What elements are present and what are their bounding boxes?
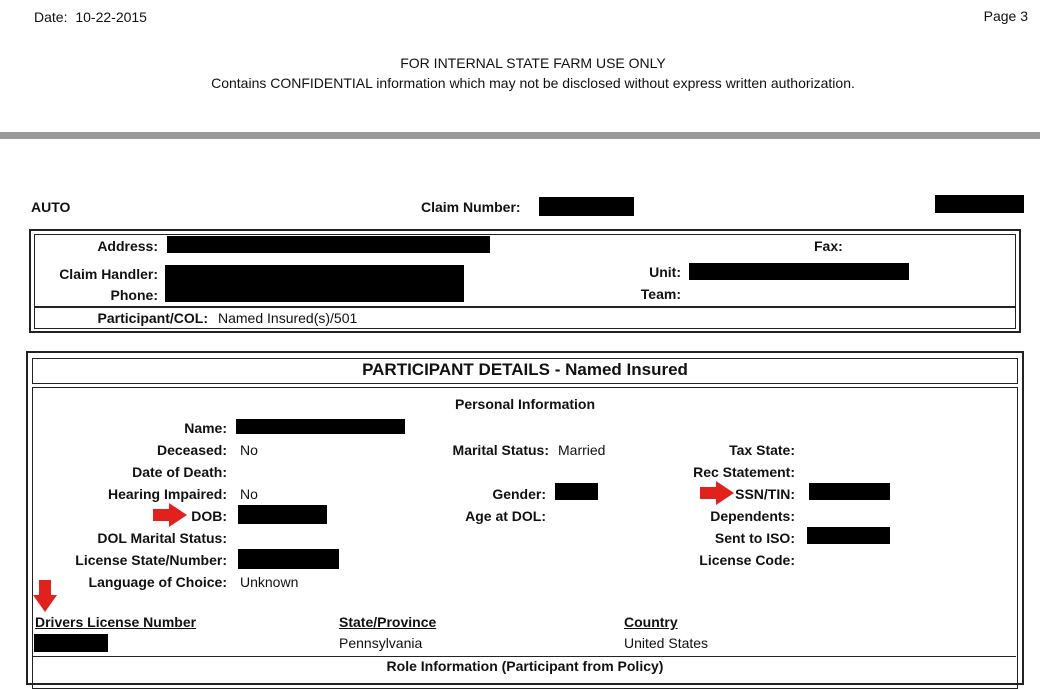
- address-redaction: [167, 236, 490, 253]
- confidential-notice: Contains CONFIDENTIAL information which may not be disclosed without express written authorization.: [211, 75, 855, 91]
- country-column-header: Country: [624, 614, 678, 630]
- sent-to-iso-label: Sent to ISO:: [714, 530, 795, 546]
- arrow-right-icon: [153, 503, 187, 527]
- dependents-label: Dependents:: [710, 508, 795, 524]
- country-value: United States: [624, 635, 709, 651]
- date-label: Date:: [34, 9, 68, 25]
- arrow-down-icon: [33, 580, 57, 612]
- tax-state-label: Tax State:: [729, 442, 795, 458]
- claim-number-redaction: [539, 197, 634, 216]
- gender-label: Gender:: [492, 486, 546, 502]
- language-of-choice-value: Unknown: [240, 574, 299, 590]
- claim-type: AUTO: [31, 199, 71, 215]
- dol-marital-status-label: DOL Marital Status:: [97, 530, 227, 546]
- unit-label: Unit:: [649, 264, 681, 280]
- participant-col-label: Participant/COL:: [97, 310, 208, 326]
- claim-handler-redaction: [165, 265, 464, 302]
- participant-details-title: PARTICIPANT DETAILS - Named Insured: [362, 360, 688, 379]
- license-state-number-label: License State/Number:: [75, 552, 227, 568]
- participant-col-value: Named Insured(s)/501: [218, 310, 358, 326]
- hearing-impaired-label: Hearing Impaired:: [107, 486, 227, 502]
- dob-label: DOB:: [191, 508, 227, 524]
- dl-number-redaction: [34, 634, 108, 652]
- date-line: [34, 9, 147, 25]
- role-info-divider: [32, 656, 1016, 657]
- marital-status-value: Married: [558, 442, 606, 458]
- rec-statement-label: Rec Statement:: [693, 464, 795, 480]
- dob-redaction: [238, 505, 327, 524]
- header-rule: [0, 132, 1040, 139]
- name-label: Name:: [184, 420, 227, 436]
- team-label: Team:: [640, 286, 681, 302]
- personal-info-heading: Personal Information: [454, 396, 596, 412]
- license-redaction: [238, 549, 339, 569]
- role-info-heading: Role Information (Participant from Policy): [386, 658, 664, 674]
- gender-redaction: [555, 483, 598, 500]
- sent-to-iso-redaction: [807, 527, 890, 544]
- deceased-label: Deceased:: [156, 442, 227, 458]
- ssn-redaction: [809, 483, 890, 500]
- deceased-value: No: [240, 442, 258, 458]
- page-number: Page 3: [983, 8, 1028, 24]
- state-province-column-header: State/Province: [339, 614, 437, 630]
- ssn-tin-label: SSN/TIN:: [735, 486, 795, 502]
- fax-label: Fax:: [814, 238, 843, 254]
- claim-number-label: Claim Number:: [421, 199, 521, 215]
- hearing-impaired-value: No: [240, 486, 258, 502]
- date-of-death-label: Date of Death:: [132, 464, 227, 480]
- marital-status-label: Marital Status:: [452, 442, 549, 458]
- license-code-label: License Code:: [699, 552, 795, 568]
- internal-use-notice: FOR INTERNAL STATE FARM USE ONLY: [400, 55, 666, 71]
- dl-number-column-header: Drivers License Number: [35, 614, 197, 630]
- name-redaction: [236, 419, 405, 434]
- unit-redaction: [689, 263, 909, 280]
- claim-handler-label: Claim Handler:: [59, 266, 158, 282]
- phone-label: Phone:: [110, 287, 158, 303]
- age-at-dol-label: Age at DOL:: [465, 508, 546, 524]
- header-id-redaction: [935, 195, 1024, 213]
- state-province-value: Pennsylvania: [339, 635, 423, 651]
- arrow-right-icon: [700, 481, 734, 505]
- address-label: Address:: [97, 238, 158, 254]
- date-value: 10-22-2015: [75, 9, 147, 25]
- language-of-choice-label: Language of Choice:: [88, 574, 227, 590]
